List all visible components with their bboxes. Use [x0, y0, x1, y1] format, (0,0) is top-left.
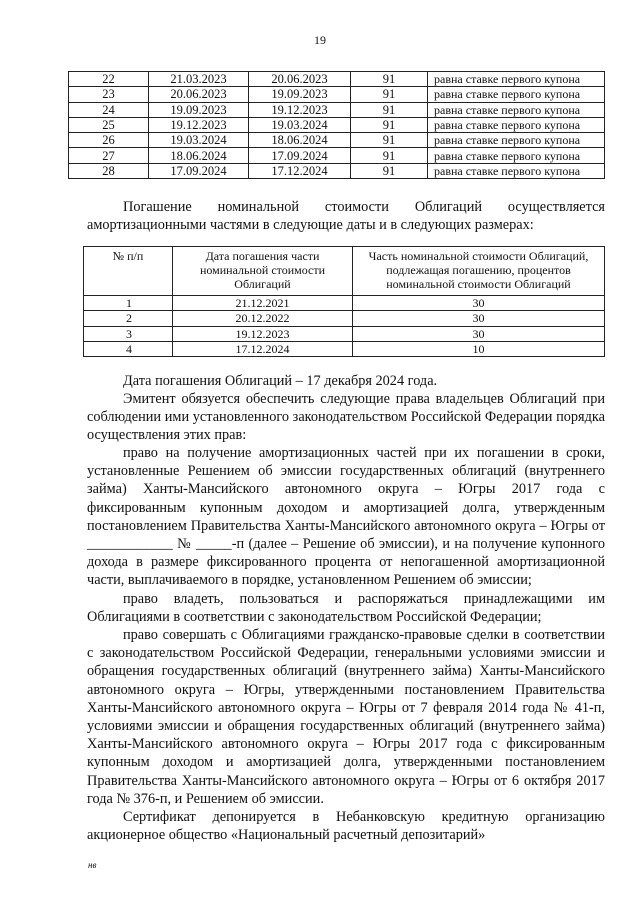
table-cell: 19.03.2024	[249, 117, 351, 132]
table-row	[69, 87, 605, 102]
page-number: 19	[314, 33, 326, 47]
table-cell: 17.12.2024	[249, 163, 351, 178]
table-cell: 20.06.2023	[249, 72, 351, 87]
table-cell: 30	[353, 296, 605, 311]
table-cell: 24	[69, 102, 149, 117]
table-cell: 21.12.2021	[173, 296, 353, 311]
table-cell: 91	[351, 148, 428, 163]
table-cell: 91	[351, 163, 428, 178]
header-date: Дата погашения части номинальной стоимости Облигаций	[173, 247, 353, 296]
header-share: Часть номинальной стоимости Облигаций, подлежащая погашению, процентов номинальной стоимости Облигаций	[353, 247, 605, 296]
table-row	[69, 117, 605, 132]
table-cell: 4	[84, 341, 173, 356]
table-cell: 19.03.2024	[149, 133, 249, 148]
table-cell: 17.09.2024	[149, 163, 249, 178]
table-cell: 28	[69, 163, 149, 178]
certificate-paragraph: Сертификат депонируется в Небанковскую кредитную организацию акционерное общество «Национальный расчетный депозитарий»	[87, 809, 605, 844]
table-cell: 20.12.2022	[173, 311, 353, 326]
table-cell: 25	[69, 117, 149, 132]
table-row	[84, 311, 605, 326]
table-cell: 91	[351, 72, 428, 87]
table-cell: 20.06.2023	[149, 87, 249, 102]
table-cell: равна ставке первого купона	[428, 102, 605, 117]
table-cell: равна ставке первого купона	[428, 72, 605, 87]
table-cell: равна ставке первого купона	[428, 87, 605, 102]
table-cell: 30	[353, 326, 605, 341]
table-cell: 91	[351, 117, 428, 132]
table-cell: 17.12.2024	[173, 341, 353, 356]
table-row	[69, 72, 605, 87]
table-cell: 19.09.2023	[149, 102, 249, 117]
table-row	[69, 133, 605, 148]
table-cell: 19.12.2023	[249, 102, 351, 117]
amortization-table	[83, 246, 605, 357]
table-cell: 27	[69, 148, 149, 163]
table-row	[84, 326, 605, 341]
table-cell: 19.12.2023	[149, 117, 249, 132]
table-cell: равна ставке первого купона	[428, 148, 605, 163]
table-cell: равна ставке первого купона	[428, 117, 605, 132]
table-cell: 2	[84, 311, 173, 326]
table-cell: равна ставке первого купона	[428, 133, 605, 148]
table-cell: 22	[69, 72, 149, 87]
table-cell: равна ставке первого купона	[428, 163, 605, 178]
right-2-paragraph: право владеть, пользоваться и распоряжаться принадлежащими им Облигациями в соответствии с законодательством Российской Федерации;	[87, 591, 605, 626]
table-cell: 17.09.2024	[249, 148, 351, 163]
maturity-date-paragraph: Дата погашения Облигаций – 17 декабря 2024 года.	[123, 373, 438, 389]
table-cell: 1	[84, 296, 173, 311]
amortization-header-row	[84, 247, 605, 296]
header-number: № п/п	[84, 247, 173, 296]
table-row	[69, 102, 605, 117]
table-row	[84, 296, 605, 311]
table-cell: 26	[69, 133, 149, 148]
footer-mark: нв	[88, 860, 97, 870]
table-row	[69, 163, 605, 178]
table-cell: 19.12.2023	[173, 326, 353, 341]
coupon-schedule-table	[68, 71, 605, 179]
table-cell: 91	[351, 133, 428, 148]
right-3-paragraph: право совершать с Облигациями гражданско-правовые сделки в соответствии с законодательством Российской Федерации, генеральными условиями эмиссии и обращения государственных облигаций (внутреннего займа) Ханты-Мансийского автономного округа – Югры, утвержденными постановлением Правительства Ханты-Мансийского автономного округа – Югры от 7 февраля 2014 года № 41-п, условиями эмиссии и обращения государственных облигаций (внутреннего займа) Ханты-Мансийского автономного округа – Югры 2017 года с фиксированным купонным доходом и амортизацией долга, утвержденными постановлением Правительства Ханты-Мансийского автономного округа – Югры от 6 октября 2017 года № 376-п, и Решением об эмиссии.	[87, 627, 605, 807]
table-cell: 10	[353, 341, 605, 356]
table-cell: 91	[351, 102, 428, 117]
rights-intro-paragraph: Эмитент обязуется обеспечить следующие права владельцев Облигаций при соблюдении ими установленного законодательством Российской Федерации порядка осуществления этих прав:	[87, 391, 605, 444]
table-cell: 19.09.2023	[249, 87, 351, 102]
right-1-paragraph: право на получение амортизационных частей при их погашении в сроки, установленные Решением об эмиссии государственных облигаций (внутреннего займа) Ханты-Мансийского автономного округа – Югры 2017 года с фиксированным купонным доходом и амортизацией долга, утвержденным постановлением Правительства Ханты-Мансийского автономного округа – Югры от ____________ № _____-п (далее – Решение об эмиссии), и на получение купонного дохода в размере фиксированного процента от непогашенной амортизационной части, выплачиваемого в порядке, установленном Решением об эмиссии;	[87, 445, 605, 589]
table-row	[84, 341, 605, 356]
table-cell: 18.06.2024	[249, 133, 351, 148]
table-cell: 91	[351, 87, 428, 102]
table-cell: 18.06.2024	[149, 148, 249, 163]
table-cell: 3	[84, 326, 173, 341]
table-cell: 30	[353, 311, 605, 326]
amortization-intro: Погашение номинальной стоимости Облигаций осуществляется амортизационными частями в следующие даты и в следующих размерах:	[87, 199, 605, 234]
table-cell: 23	[69, 87, 149, 102]
table-cell: 21.03.2023	[149, 72, 249, 87]
table-row	[69, 148, 605, 163]
